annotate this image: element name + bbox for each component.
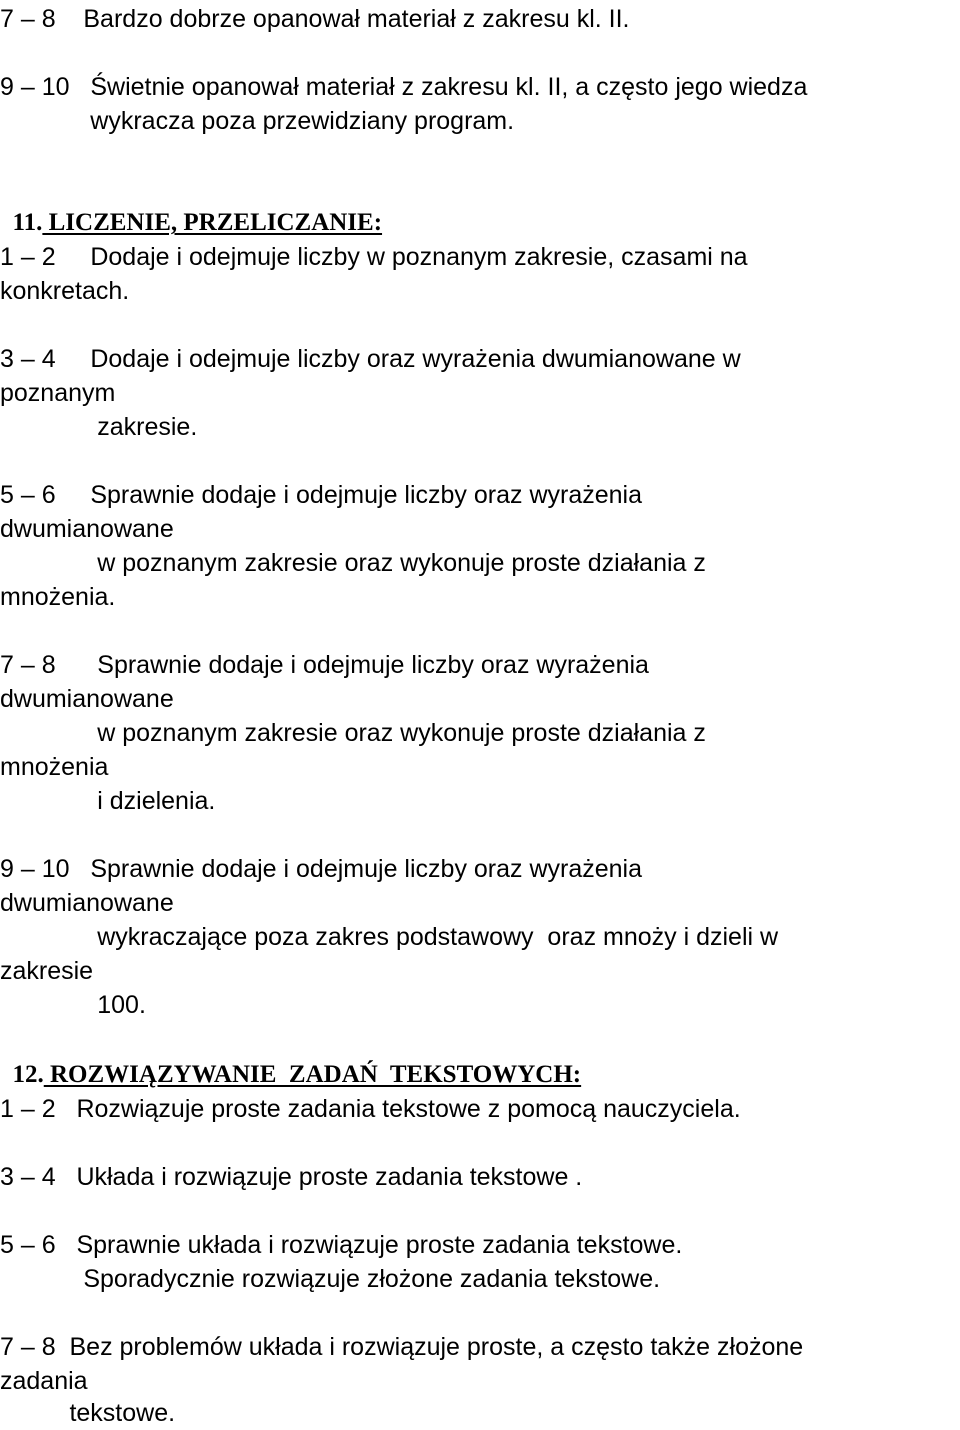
counting-grade-7-8: 7 – 8 Sprawnie dodaje i odejmuje liczby oraz wyrażenia (0, 651, 649, 679)
counting-grade-9-10-cont4: 100. (0, 991, 146, 1019)
grade-9-10-level-2-cont: wykracza poza przewidziany program. (0, 107, 515, 135)
counting-grade-9-10: 9 – 10 Sprawnie dodaje i odejmuje liczby oraz wyrażenia (0, 855, 643, 883)
grade-9-10-level-2: 9 – 10 Świetnie opanował materiał z zakresu kl. II, a często jego wiedza (0, 73, 808, 101)
tasks-grade-7-8-cont2: tekstowe. (0, 1399, 176, 1427)
section-12-number: 12. (12, 1061, 44, 1088)
counting-grade-5-6-cont: dwumianowane (0, 515, 174, 543)
tasks-grade-5-6-cont: Sporadycznie rozwiązuje złożone zadania tekstowe. (0, 1265, 661, 1293)
counting-grade-3-4: 3 – 4 Dodaje i odejmuje liczby oraz wyrażenia dwumianowane w (0, 345, 741, 373)
section-12-title: ROZWIĄZYWANIE ZADAŃ TEKSTOWYCH: (43, 1061, 582, 1088)
tasks-grade-3-4: 3 – 4 Układa i rozwiązuje proste zadania tekstowe . (0, 1163, 583, 1191)
counting-grade-9-10-cont3: zakresie (0, 957, 94, 985)
counting-grade-7-8-cont3: mnożenia (0, 753, 109, 781)
section-11-heading (0, 172, 382, 240)
counting-grade-1-2-cont: konkretach. (0, 277, 130, 305)
counting-grade-9-10-cont2: wykraczające poza zakres podstawowy oraz mnoży i dzieli w (0, 923, 779, 951)
counting-grade-7-8-cont2: w poznanym zakresie oraz wykonuje proste działania z (0, 719, 706, 747)
grade-7-8-level-2: 7 – 8 Bardzo dobrze opanował materiał z zakresu kl. II. (0, 5, 630, 33)
counting-grade-3-4-cont: poznanym (0, 379, 116, 407)
counting-grade-5-6-cont3: mnożenia. (0, 583, 116, 611)
counting-grade-1-2: 1 – 2 Dodaje i odejmuje liczby w poznanym zakresie, czasami na (0, 243, 748, 271)
counting-grade-5-6-cont2: w poznanym zakresie oraz wykonuje proste działania z (0, 549, 706, 577)
counting-grade-3-4-cont2: zakresie. (0, 413, 198, 441)
tasks-grade-5-6: 5 – 6 Sprawnie układa i rozwiązuje proste zadania tekstowe. (0, 1231, 683, 1259)
tasks-grade-1-2: 1 – 2 Rozwiązuje proste zadania tekstowe z pomocą nauczyciela. (0, 1095, 741, 1123)
tasks-grade-7-8: 7 – 8 Bez problemów układa i rozwiązuje proste, a często także złożone (0, 1333, 804, 1361)
section-11-number: 11. (12, 209, 43, 236)
counting-grade-5-6: 5 – 6 Sprawnie dodaje i odejmuje liczby oraz wyrażenia (0, 481, 643, 509)
counting-grade-9-10-cont: dwumianowane (0, 889, 174, 917)
counting-grade-7-8-cont: dwumianowane (0, 685, 174, 713)
section-12-heading (0, 1024, 581, 1092)
section-11-title: LICZENIE, PRZELICZANIE: (42, 209, 383, 236)
counting-grade-7-8-cont4: i dzielenia. (0, 787, 216, 815)
tasks-grade-7-8-cont: zadania (0, 1367, 88, 1395)
